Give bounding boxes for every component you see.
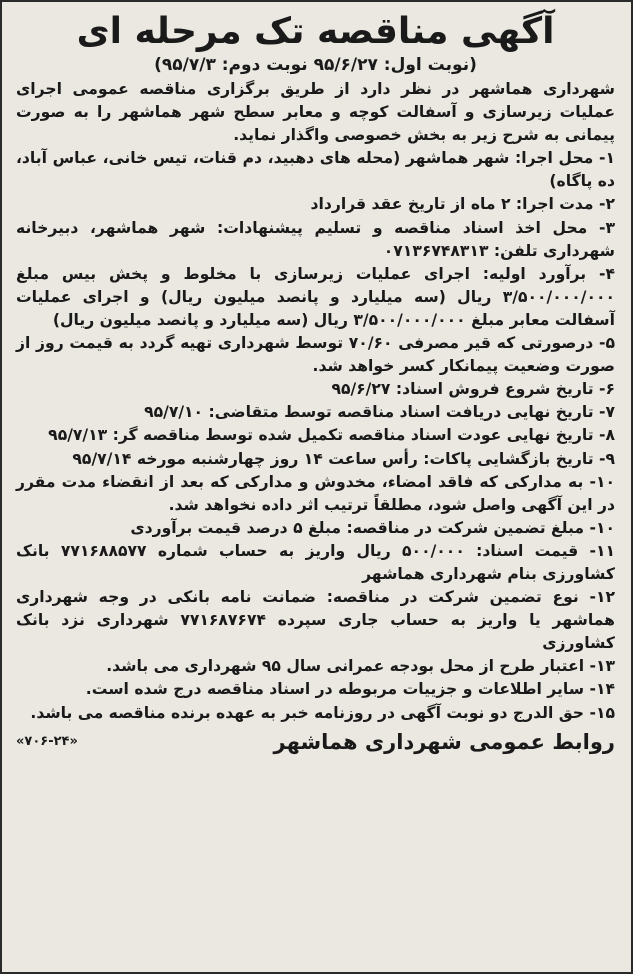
notice-item: ۱۳- اعتبار طرح از محل بودجه عمرانی سال ۹۵ شهرداری می باشد.	[106, 657, 615, 676]
signature-text: روابط عمومی شهرداری هماشهر	[273, 729, 615, 754]
notice-item: ۱۰- مبلغ تضمین شرکت در مناقصه: مبلغ ۵ درصد قیمت برآوردی	[130, 518, 615, 537]
notice-item: ۱۴- سایر اطلاعات و جزییات مربوطه در اسناد مناقصه درج شده است.	[85, 680, 615, 699]
publication-rounds: (نوبت اول: ۹۵/۶/۲۷ نوبت دوم: ۹۵/۷/۳)	[154, 55, 477, 75]
ad-code: «۷۰۶-۲۴»	[16, 734, 78, 750]
notice-item: ۱۵- حق الدرج دو نوبت آگهی در روزنامه خبر به عهده برنده مناقصه می باشد.	[30, 703, 615, 722]
notice-item: ۴- برآورد اولیه: اجرای عملیات زیرسازی با مخلوط و پخش بیس مبلغ ۳/۵۰۰/۰۰۰/۰۰۰ ریال (سه میلیارد و پانصد میلیون ریال) و اجرای عملیات آسفالت معابر مبلغ ۳/۵۰۰/۰۰۰/۰۰۰ ریال (سه میلیارد و پانصد میلیون ریال)	[16, 264, 615, 329]
notice-item: ۲- مدت اجرا: ۲ ماه از تاریخ عقد قرارداد	[310, 195, 615, 214]
notice-item: ۹- تاریخ بازگشایی پاکات: رأس ساعت ۱۴ روز چهارشنبه مورخه ۹۵/۷/۱۴	[72, 449, 615, 468]
notice-item: ۳- محل اخذ اسناد مناقصه و تسلیم پیشنهادات: شهر هماشهر، دبیرخانه شهرداری تلفن: ۰۷۱۳۶۷۴۸۳۱۳	[16, 218, 615, 260]
notice-title: آگهی مناقصه تک مرحله ای	[76, 11, 555, 52]
notice-item: ۵- درصورتی که قیر مصرفی ۷۰/۶۰ توسط شهرداری تهیه گردد به قیمت روز از صورت وضعیت پیمانکار کسر خواهد شد.	[16, 334, 616, 376]
notice-item: ۶- تاریخ شروع فروش اسناد: ۹۵/۶/۲۷	[331, 380, 615, 399]
notice-item: ۱۲- نوع تضمین شرکت در مناقصه: ضمانت نامه بانکی در وجه شهرداری هماشهر یا واریز به حساب جاری سپرده ۷۷۱۶۸۷۶۷۴ شهرداری نزد بانک کشاورزی	[16, 588, 615, 653]
notice-item: ۷- تاریخ نهایی دریافت اسناد مناقصه توسط متقاضی: ۹۵/۷/۱۰	[144, 403, 615, 422]
notice-item: ۱۱- قیمت اسناد: ۵۰۰/۰۰۰ ریال واریز به حساب شماره ۷۷۱۶۸۸۵۷۷ بانک کشاورزی بنام شهرداری هماشهر	[16, 541, 616, 583]
notice-body	[16, 78, 615, 725]
notice-item: ۱۰- به مدارکی که فاقد امضاء، مخدوش و مدارکی که بعد از انقضاء مدت مقرر در این آگهی واصل شود، مطلقاً ترتیب اثر داده نخواهد شد.	[16, 472, 615, 514]
notice-item: ۱- محل اجرا: شهر هماشهر (محله های دهبید، دم قنات، تیس خانی، عباس آباد، ده پاگاه)	[16, 149, 615, 191]
signature-row	[16, 727, 615, 757]
notice-item: ۸- تاریخ نهایی عودت اسناد مناقصه تکمیل شده توسط مناقصه گر: ۹۵/۷/۱۳	[48, 426, 615, 445]
intro-paragraph: شهرداری هماشهر در نظر دارد از طریق برگزاری مناقصه عمومی اجرای عملیات زیرسازی و آسفالت کوچه و معابر سطح شهر هماشهر را به صورت پیمانی به شرح زیر به بخش خصوصی واگذار نماید.	[16, 80, 615, 145]
